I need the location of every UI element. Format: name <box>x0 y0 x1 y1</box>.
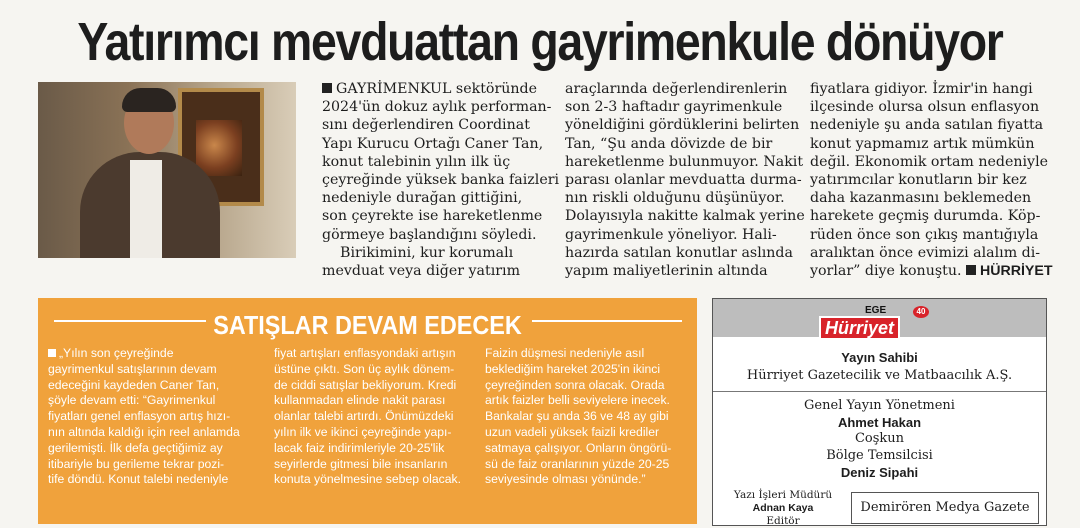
logo-ege: EGE <box>865 305 887 316</box>
article-column-3 <box>810 80 1053 280</box>
region-label: Bölge Temsilcisi <box>826 448 933 463</box>
logo-word: Hürriyet <box>819 316 900 340</box>
gm-name: Ahmet Hakan <box>837 415 922 430</box>
sidebar-column-3: Faizin düşmesi nedeniyle asıl beklediğim hareket 2025'in ikinci çeyreğinden sonra olacak. Orada artık faizler belli seviyelere inecek. Bankalar şu anda 36 ve 48 ay gibi uzun vadeli yüksek faizli krediler satmaya çalışıyor. Onların öngörü- sü de faiz oranlarının yüzde 20-25 seviyesinde olması yönünde.” <box>485 346 672 487</box>
demiroren-box: Demirören Medya Gazete <box>851 492 1039 524</box>
editor-label: Yazı İşleri Müdürü <box>733 489 833 501</box>
lead-text: GAYRİMENKUL sektöründe <box>336 81 537 97</box>
article-column-1 <box>322 80 560 280</box>
logo-40-badge: 40 <box>913 306 929 318</box>
sidebar-title: SATIŞLAR DEVAM EDECEK <box>213 310 522 340</box>
region-name: Deniz Sipahi <box>840 465 919 480</box>
imprint-divider <box>713 391 1046 392</box>
article-column-2: araçlarında değerlendirenlerin son 2-3 haftadır gayrimenkule yöneldiğini gördüklerini belirten Tan, “Şu anda dövizde de bir hareketlenme bulunmuyor. Nakit parası olanlar mevduatta durma- nın riskli olduğunu düşünüyor. Dolayısıyla nakitte kalmak yerine gayrimenkule yöneliyor. Hali- hazırda satılan konutlar aslında yapım maliyetlerinin altında <box>565 81 805 280</box>
sidebar-column-1-text: „Yılın son çeyreğinde gayrimenkul satışlarının devam edeceğini kaydeden Caner Tan, şöyle devam etti: “Gayrimenkul fiyatları genel enflasyon artış hızı- nın altında kaldığı için reel anlamda gerilemişti. İlk defa geçtiğimiz ay itibariyle bu gerileme tekrar pozi- tife döndü. Konut talebi nedeniyle <box>48 346 240 487</box>
person-shirt <box>130 160 162 258</box>
lead-square-icon <box>322 83 332 93</box>
article-photo <box>38 82 296 258</box>
person-hair <box>122 88 176 112</box>
publisher-label: Yayın Sahibi <box>841 350 918 365</box>
sidebar-column-2: fiyat artışları enflasyondaki artışın üstüne çıktı. Son üç aylık dönem- de ciddi satışlar bekliyorum. Kredi kullanmadan elinde nakit parası olanlar talebi artırdı. Önümüzdeki yılın ilk ve ikinci çeyreğinde yapı- lacak faiz indirimleriyle 20-25'lik seyirlerde gitmesi bile insanların konuta yönelmesine sebep olacak. <box>274 346 461 487</box>
source-square-icon <box>966 265 976 275</box>
editor-more: Editör <box>766 515 800 527</box>
imprint-box <box>712 298 1047 526</box>
editor-name: Adnan Kaya <box>752 502 814 514</box>
sidebar-box <box>38 298 697 524</box>
sidebar-column-1 <box>48 346 240 488</box>
publisher-name: Hürriyet Gazetecilik ve Matbaacılık A.Ş. <box>746 368 1013 383</box>
column-3-last: yorlar” diye konuştu. <box>810 263 962 280</box>
gm-label: Genel Yayın Yönetmeni <box>804 398 955 413</box>
source-credit: HÜRRİYET <box>979 263 1053 280</box>
column-1-text: 2024'ün dokuz aylık performan- sını değerlendiren Coordinat Yapı Kurucu Ortağı Caner Tan, konut talebinin yılın ilk üç çeyreğinde yüksek banka faizleri nedeniyle durağan gittiğini, son çeyrekte ise hareketlenme görmeye başlandığını söyledi. Birikimini, kur korumalı mevduat veya diğer yatırım <box>322 99 560 280</box>
headline: Yatırımcı mevduattan gayrimenkule dönüyor <box>77 12 1003 72</box>
hurriyet-logo <box>817 305 935 337</box>
sidebar-square-icon <box>48 349 56 357</box>
column-3-text: fiyatlara gidiyor. İzmir'in hangi ilçesinde olursa olsun enflasyon nedeniyle şu anda satılan fiyatta konut yapmamız artık mümkün değil. Ekonomik ortam nedeniyle yatırımcılar konutların bir kez daha kazanmasını beklemeden harekete geçmiş durumda. Köp- rüden önce son çıkış mantığıyla aralıktan önce evimizi alalım di- <box>810 81 1049 261</box>
gm-name-2: Coşkun <box>854 431 905 446</box>
